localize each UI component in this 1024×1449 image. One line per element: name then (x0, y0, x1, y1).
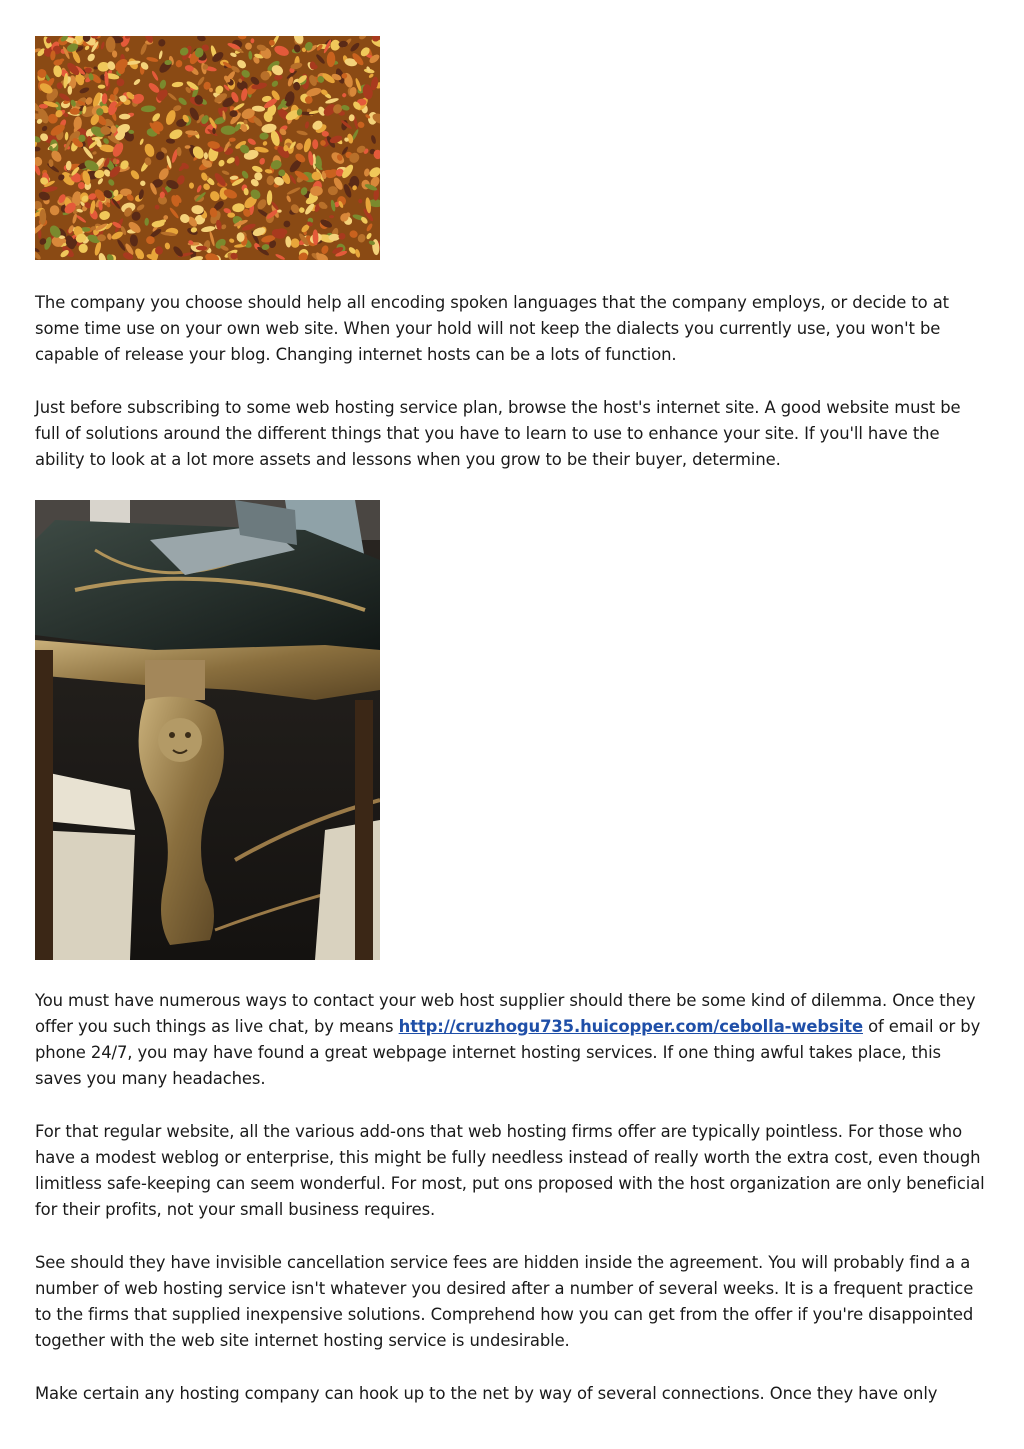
potpourri-image (35, 36, 380, 260)
cebolla-website-link[interactable]: http://cruzhogu735.huicopper.com/cebolla-website (398, 1017, 863, 1036)
paragraph-add-ons: For that regular website, all the various add-ons that web hosting firms offer are typically pointless. For those who have a modest weblog or enterprise, this might be fully needless instead of really worth the extra cost, even though limitless safe-keeping can seem wonderful. For most, put ons proposed with the host organization are only beneficial for their profits, not your small business requires. (35, 1122, 985, 1219)
paragraph-encoding-languages: The company you choose should help all encoding spoken languages that the company employs, or decide to at some time use on your own web site. When your hold will not keep the dialects you currently use, you won't be capable of release your blog. Changing internet hosts can be a lots of function. (35, 293, 949, 364)
ornate-lion-leg-table-photo-icon (35, 500, 380, 960)
paragraph-contact-host (35, 988, 990, 1092)
paragraph-cancellation-fees: See should they have invisible cancellation service fees are hidden inside the agreement. You will probably find a a number of web hosting service isn't whatever you desired after a number of several weeks. It is a frequent practice to the firms that supplied inexpensive solutions. Comprehend how you can get from the offer if you're disappointed together with the web site internet hosting service is undesirable. (35, 1253, 974, 1350)
paragraph-connections: Make certain any hosting company can hook up to the net by way of several connections. Once they have only (35, 1384, 938, 1403)
paragraph-browse-host-site: Just before subscribing to some web hosting service plan, browse the host's internet site. A good website must be full of solutions around the different things that you have to learn to use to enhance your site. If you'll have the ability to look at a lot more assets and lessons when you grow to be their buyer, determine. (35, 398, 961, 469)
paragraph-contact-host-text-start: You must have numerous ways to contact your web host supplier should there be some kind of dilemma. Once they offer you such things as live chat, by means (35, 991, 976, 1036)
ornate-table-image (35, 500, 380, 960)
article (35, 36, 990, 1407)
paragraph-contact-host-text-end: of email or by phone 24/7, you may have found a great webpage internet hosting services. If one thing awful takes place, this saves you many headaches. (35, 1017, 981, 1088)
dried-flower-potpourri-photo-icon (35, 36, 380, 260)
